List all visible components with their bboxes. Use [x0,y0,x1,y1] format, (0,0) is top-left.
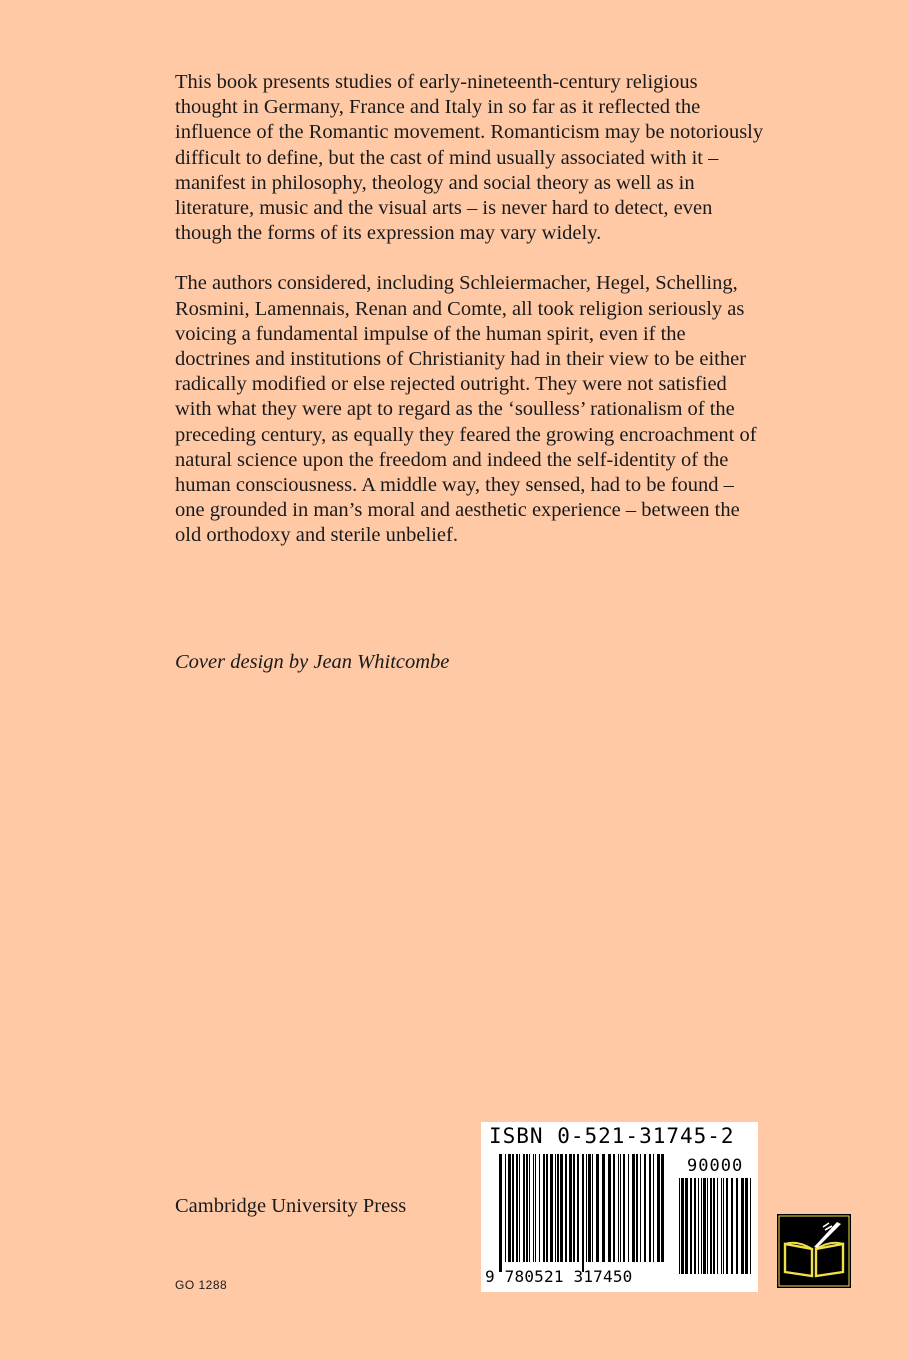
barcode-addon-number: 90000 [687,1156,744,1176]
ean-number: 9 780521 317450 [485,1267,633,1286]
open-book-with-quill-icon [777,1214,851,1288]
ean-bars [499,1154,664,1272]
back-cover-blurb [175,70,765,574]
isbn-barcode [481,1122,758,1292]
cover-design-credit: Cover design by Jean Whitcombe [175,651,450,673]
addon-bars [679,1178,751,1274]
blurb-paragraph-1: This book presents studies of early-nineteenth-century religious thought in Germany, France and Italy in so far as it reflected the influence of the Romantic movement. Romanticism may be notoriously difficult to define, but the cast of mind usually associated with it – manifest in philosophy, theology and social theory as well as in literature, music and the visual arts – is never hard to detect, even though the forms of its expression may vary widely. [175,71,764,245]
isbn-label: ISBN 0-521-31745-2 [489,1124,735,1148]
blurb-paragraph-2: The authors considered, including Schleiermacher, Hegel, Schelling, Rosmini, Lamennais, Renan and Comte, all took religion seriously as voicing a fundamental impulse of the human spirit, even if the doctrines and institutions of Christianity had in their view to be either radically modified or else rejected outright. They were not satisfied with what they were apt to regard as the ‘soulless’ rationalism of the preceding century, as equally they feared the growing encroachment of natural science upon the freedom and indeed the self-identity of the human consciousness. A middle way, they sensed, had to be found – one grounded in man’s moral and aesthetic experience – between the old orthodoxy and sterile unbelief. [175,272,757,547]
publisher-name: Cambridge University Press [175,1195,407,1217]
product-code: GO 1288 [175,1278,228,1292]
